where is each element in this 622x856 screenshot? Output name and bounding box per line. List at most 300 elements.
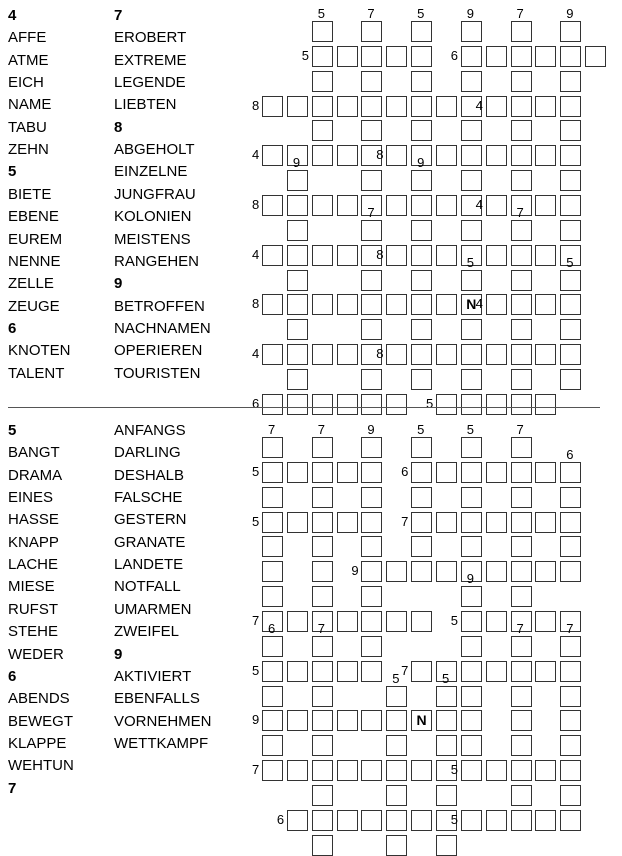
grid-cell[interactable] bbox=[312, 46, 333, 67]
grid-cell[interactable] bbox=[337, 46, 358, 67]
grid-cell[interactable] bbox=[312, 536, 333, 557]
grid-cell[interactable] bbox=[411, 611, 432, 632]
grid-cell[interactable] bbox=[361, 586, 382, 607]
word-length-heading: 8 bbox=[114, 118, 123, 136]
grid-cell[interactable] bbox=[361, 170, 382, 191]
grid-cell[interactable] bbox=[511, 561, 532, 582]
grid-cell[interactable] bbox=[560, 686, 581, 707]
grid-cell[interactable] bbox=[511, 170, 532, 191]
grid-cell[interactable] bbox=[411, 661, 432, 682]
grid-cell[interactable] bbox=[560, 220, 581, 241]
grid-cell[interactable] bbox=[411, 810, 432, 831]
grid-cell[interactable] bbox=[411, 220, 432, 241]
grid-cell[interactable] bbox=[312, 120, 333, 141]
grid-cell[interactable] bbox=[535, 561, 556, 582]
grid-cell[interactable] bbox=[535, 245, 556, 266]
grid-cell[interactable] bbox=[461, 487, 482, 508]
grid-cell[interactable] bbox=[337, 661, 358, 682]
grid-cell[interactable] bbox=[312, 835, 333, 856]
grid-cell[interactable] bbox=[486, 561, 507, 582]
grid-cell[interactable] bbox=[486, 760, 507, 781]
word-length-heading: 7 bbox=[114, 7, 123, 24]
grid-cell[interactable] bbox=[560, 487, 581, 508]
grid-cell[interactable] bbox=[312, 686, 333, 707]
grid-cell[interactable] bbox=[312, 437, 333, 458]
grid-cell[interactable] bbox=[386, 835, 407, 856]
grid-cell[interactable] bbox=[411, 760, 432, 781]
word-list-item: LEGENDE bbox=[114, 74, 186, 92]
grid-cell[interactable] bbox=[262, 561, 283, 582]
grid-cell[interactable] bbox=[511, 245, 532, 266]
grid-cell[interactable] bbox=[436, 735, 457, 756]
grid-cell[interactable] bbox=[361, 319, 382, 340]
grid-cell[interactable] bbox=[511, 536, 532, 557]
grid-cell[interactable] bbox=[262, 536, 283, 557]
grid-cell[interactable] bbox=[337, 294, 358, 315]
grid-cell[interactable] bbox=[386, 785, 407, 806]
grid-cell[interactable] bbox=[511, 344, 532, 365]
grid-cell[interactable] bbox=[337, 462, 358, 483]
grid-cell[interactable] bbox=[361, 369, 382, 390]
grid-cell[interactable] bbox=[411, 487, 432, 508]
grid-cell[interactable] bbox=[262, 760, 283, 781]
grid-cell[interactable] bbox=[560, 462, 581, 483]
across-length-label: 4 bbox=[252, 346, 260, 362]
down-length-label: 6 bbox=[268, 620, 276, 636]
grid-cell[interactable] bbox=[312, 71, 333, 92]
grid-cell[interactable] bbox=[511, 145, 532, 166]
grid-cell[interactable] bbox=[511, 96, 532, 117]
word-list-item: JUNGFRAU bbox=[114, 185, 196, 203]
word-list-item: KNAPP bbox=[8, 533, 59, 551]
word-list-item: ZEHN bbox=[8, 141, 49, 159]
grid-cell[interactable] bbox=[535, 462, 556, 483]
grid-cell[interactable] bbox=[560, 96, 581, 117]
grid-cell[interactable] bbox=[262, 686, 283, 707]
grid-cell[interactable] bbox=[486, 195, 507, 216]
grid-cell[interactable] bbox=[461, 611, 482, 632]
word-list-item: LACHE bbox=[8, 556, 59, 574]
grid-cell[interactable] bbox=[511, 661, 532, 682]
grid-cell[interactable] bbox=[262, 710, 283, 731]
grid-cell[interactable] bbox=[411, 270, 432, 291]
grid-cell[interactable] bbox=[312, 487, 333, 508]
grid-cell[interactable] bbox=[287, 810, 308, 831]
grid-cell[interactable] bbox=[411, 344, 432, 365]
grid-cell[interactable] bbox=[386, 195, 407, 216]
grid-cell[interactable] bbox=[511, 686, 532, 707]
grid-cell[interactable] bbox=[486, 462, 507, 483]
word-list-item: RANGEHEN bbox=[114, 252, 200, 270]
grid-cell[interactable] bbox=[535, 195, 556, 216]
word-list-item: TALENT bbox=[8, 364, 65, 382]
grid-cell[interactable] bbox=[361, 220, 382, 241]
grid-cell[interactable] bbox=[461, 636, 482, 657]
grid-cell[interactable] bbox=[262, 512, 283, 533]
down-length-label: 9 bbox=[417, 155, 425, 171]
grid-cell[interactable] bbox=[511, 270, 532, 291]
grid-cell[interactable] bbox=[386, 561, 407, 582]
grid-cell[interactable] bbox=[560, 810, 581, 831]
grid-cell[interactable] bbox=[312, 586, 333, 607]
grid-cell[interactable] bbox=[486, 661, 507, 682]
grid-cell[interactable] bbox=[262, 586, 283, 607]
grid-cell[interactable] bbox=[361, 21, 382, 42]
word-list-item: MEISTENS bbox=[114, 230, 191, 248]
grid-cell[interactable] bbox=[560, 536, 581, 557]
grid-cell[interactable] bbox=[535, 512, 556, 533]
grid-cell[interactable] bbox=[585, 46, 606, 67]
grid-cell[interactable] bbox=[560, 661, 581, 682]
grid-cell[interactable] bbox=[411, 170, 432, 191]
grid-cell[interactable] bbox=[486, 245, 507, 266]
grid-cell[interactable] bbox=[411, 71, 432, 92]
grid-cell[interactable] bbox=[361, 561, 382, 582]
grid-cell[interactable] bbox=[287, 195, 308, 216]
word-list-item: NAME bbox=[8, 96, 52, 114]
grid-cell[interactable] bbox=[386, 294, 407, 315]
grid-cell[interactable] bbox=[386, 96, 407, 117]
grid-cell[interactable] bbox=[511, 636, 532, 657]
grid-cell[interactable] bbox=[287, 760, 308, 781]
grid-cell[interactable] bbox=[361, 96, 382, 117]
grid-cell[interactable] bbox=[337, 96, 358, 117]
grid-cell[interactable] bbox=[436, 96, 457, 117]
grid-cell[interactable] bbox=[411, 462, 432, 483]
grid-cell[interactable] bbox=[411, 437, 432, 458]
grid-cell[interactable] bbox=[436, 344, 457, 365]
grid-cell[interactable] bbox=[287, 462, 308, 483]
grid-cell[interactable] bbox=[386, 710, 407, 731]
grid-cell[interactable] bbox=[511, 319, 532, 340]
grid-cell[interactable] bbox=[337, 145, 358, 166]
down-length-label: 7 bbox=[516, 620, 524, 636]
grid-cell[interactable] bbox=[511, 735, 532, 756]
grid-cell[interactable] bbox=[560, 636, 581, 657]
grid-cell[interactable] bbox=[560, 294, 581, 315]
grid-cell[interactable] bbox=[312, 21, 333, 42]
grid-cell[interactable] bbox=[535, 96, 556, 117]
grid-cell[interactable] bbox=[461, 536, 482, 557]
grid-cell[interactable] bbox=[560, 344, 581, 365]
grid-cell[interactable] bbox=[386, 145, 407, 166]
grid-cell[interactable] bbox=[436, 835, 457, 856]
word-list-item: UMARMEN bbox=[114, 600, 192, 618]
grid-cell[interactable] bbox=[511, 586, 532, 607]
grid-cell[interactable] bbox=[361, 760, 382, 781]
grid-cell[interactable] bbox=[287, 245, 308, 266]
grid-cell[interactable] bbox=[361, 487, 382, 508]
grid-cell[interactable] bbox=[461, 760, 482, 781]
grid-cell[interactable] bbox=[337, 195, 358, 216]
word-list-item: EICH bbox=[8, 74, 44, 92]
grid-cell[interactable] bbox=[411, 561, 432, 582]
grid-cell[interactable] bbox=[560, 710, 581, 731]
grid-cell[interactable] bbox=[461, 21, 482, 42]
grid-cell[interactable] bbox=[337, 710, 358, 731]
grid-cell[interactable] bbox=[287, 512, 308, 533]
grid-cell[interactable] bbox=[337, 611, 358, 632]
grid-cell[interactable] bbox=[287, 661, 308, 682]
grid-cell[interactable] bbox=[486, 145, 507, 166]
across-length-label: 4 bbox=[475, 97, 483, 113]
grid-cell[interactable] bbox=[337, 760, 358, 781]
grid-cell[interactable] bbox=[461, 120, 482, 141]
grid-cell[interactable] bbox=[287, 611, 308, 632]
grid-cell[interactable] bbox=[411, 369, 432, 390]
grid-cell[interactable] bbox=[361, 611, 382, 632]
grid-cell[interactable] bbox=[436, 195, 457, 216]
grid-cell[interactable] bbox=[511, 487, 532, 508]
grid-cell[interactable] bbox=[461, 512, 482, 533]
grid-cell[interactable] bbox=[436, 561, 457, 582]
grid-cell[interactable] bbox=[312, 195, 333, 216]
grid-cell[interactable] bbox=[312, 561, 333, 582]
grid-cell[interactable] bbox=[312, 96, 333, 117]
word-length-heading: 9 bbox=[114, 275, 123, 293]
grid-cell[interactable] bbox=[436, 785, 457, 806]
grid-cell[interactable] bbox=[386, 611, 407, 632]
grid-cell[interactable] bbox=[262, 735, 283, 756]
grid-cell[interactable] bbox=[560, 21, 581, 42]
grid-cell[interactable] bbox=[312, 294, 333, 315]
grid-cell[interactable] bbox=[312, 710, 333, 731]
word-list-item: OPERIEREN bbox=[114, 342, 203, 360]
down-length-label: 7 bbox=[268, 422, 276, 437]
grid-cell[interactable] bbox=[361, 46, 382, 67]
grid-cell[interactable] bbox=[560, 145, 581, 166]
grid-cell[interactable] bbox=[411, 319, 432, 340]
grid-cell[interactable] bbox=[461, 735, 482, 756]
grid-cell[interactable] bbox=[535, 661, 556, 682]
grid-cell[interactable] bbox=[511, 120, 532, 141]
grid-cell[interactable] bbox=[411, 536, 432, 557]
grid-cell[interactable] bbox=[386, 735, 407, 756]
grid-cell[interactable] bbox=[461, 319, 482, 340]
grid-cell[interactable] bbox=[262, 145, 283, 166]
grid-cell[interactable] bbox=[312, 462, 333, 483]
grid-cell[interactable] bbox=[337, 810, 358, 831]
grid-cell[interactable] bbox=[312, 810, 333, 831]
grid-cell[interactable] bbox=[461, 437, 482, 458]
grid-cell[interactable] bbox=[560, 512, 581, 533]
grid-cell[interactable] bbox=[312, 735, 333, 756]
grid-cell[interactable] bbox=[535, 344, 556, 365]
grid-cell[interactable] bbox=[535, 611, 556, 632]
word-list-item: ATME bbox=[8, 51, 49, 69]
grid-cell[interactable] bbox=[436, 294, 457, 315]
grid-cell[interactable] bbox=[461, 344, 482, 365]
word-list-item: LANDETE bbox=[114, 556, 184, 574]
grid-cell[interactable] bbox=[436, 512, 457, 533]
grid-cell[interactable] bbox=[461, 270, 482, 291]
grid-cell[interactable] bbox=[361, 120, 382, 141]
grid-cell[interactable] bbox=[337, 512, 358, 533]
grid-cell[interactable] bbox=[461, 462, 482, 483]
grid-cell[interactable] bbox=[411, 96, 432, 117]
grid-cell[interactable] bbox=[411, 46, 432, 67]
grid-cell[interactable] bbox=[312, 760, 333, 781]
grid-cell[interactable] bbox=[361, 536, 382, 557]
grid-cell[interactable] bbox=[560, 760, 581, 781]
down-length-label: 7 bbox=[516, 204, 524, 220]
grid-cell[interactable] bbox=[535, 46, 556, 67]
grid-cell[interactable] bbox=[486, 46, 507, 67]
grid-cell[interactable] bbox=[535, 145, 556, 166]
grid-cell[interactable] bbox=[461, 46, 482, 67]
grid-cell[interactable] bbox=[287, 220, 308, 241]
grid-cell[interactable] bbox=[486, 294, 507, 315]
grid-cell[interactable] bbox=[262, 636, 283, 657]
grid-cell[interactable] bbox=[312, 344, 333, 365]
grid-cell[interactable] bbox=[262, 661, 283, 682]
grid-cell[interactable] bbox=[287, 170, 308, 191]
grid-cell[interactable] bbox=[535, 294, 556, 315]
grid-cell[interactable] bbox=[560, 71, 581, 92]
grid-cell[interactable] bbox=[461, 71, 482, 92]
grid-cell[interactable] bbox=[461, 586, 482, 607]
grid-cell[interactable] bbox=[337, 245, 358, 266]
grid-cell[interactable] bbox=[511, 760, 532, 781]
grid-cell[interactable] bbox=[361, 71, 382, 92]
grid-cell[interactable] bbox=[262, 462, 283, 483]
grid-cell[interactable] bbox=[436, 145, 457, 166]
across-length-label: 5 bbox=[252, 662, 260, 678]
grid-cell[interactable] bbox=[511, 46, 532, 67]
grid-cell[interactable] bbox=[411, 21, 432, 42]
grid-cell[interactable] bbox=[386, 810, 407, 831]
grid-cell[interactable] bbox=[461, 810, 482, 831]
word-list-item: DARLING bbox=[114, 444, 181, 462]
grid-cell[interactable] bbox=[361, 512, 382, 533]
grid-cell[interactable] bbox=[486, 810, 507, 831]
word-length-heading: 6 bbox=[8, 667, 17, 685]
grid-cell[interactable] bbox=[560, 561, 581, 582]
grid-cell[interactable] bbox=[262, 195, 283, 216]
grid-cell[interactable] bbox=[461, 145, 482, 166]
grid-cell[interactable] bbox=[560, 319, 581, 340]
grid-cell[interactable] bbox=[312, 512, 333, 533]
grid-cell[interactable] bbox=[511, 785, 532, 806]
grid-cell[interactable] bbox=[436, 245, 457, 266]
grid-cell[interactable] bbox=[486, 96, 507, 117]
grid-cell[interactable] bbox=[560, 170, 581, 191]
grid-cell[interactable] bbox=[411, 294, 432, 315]
grid-cell[interactable] bbox=[287, 344, 308, 365]
puzzle-1 bbox=[0, 0, 622, 411]
grid-cell[interactable] bbox=[511, 294, 532, 315]
across-length-label: 5 bbox=[252, 463, 260, 479]
grid-cell[interactable] bbox=[436, 686, 457, 707]
word-list-item: DESHALB bbox=[114, 466, 185, 484]
grid-cell[interactable] bbox=[461, 220, 482, 241]
grid-cell[interactable] bbox=[386, 760, 407, 781]
across-length-label: 6 bbox=[252, 395, 260, 411]
grid-cell[interactable] bbox=[287, 710, 308, 731]
grid-cell[interactable] bbox=[262, 344, 283, 365]
grid-cell[interactable] bbox=[535, 810, 556, 831]
grid-cell[interactable] bbox=[486, 344, 507, 365]
grid-cell[interactable] bbox=[361, 270, 382, 291]
grid-cell[interactable] bbox=[411, 120, 432, 141]
grid-cell[interactable] bbox=[411, 245, 432, 266]
grid-cell[interactable] bbox=[361, 294, 382, 315]
grid-cell[interactable] bbox=[560, 195, 581, 216]
grid-cell[interactable] bbox=[461, 661, 482, 682]
grid-cell[interactable] bbox=[337, 344, 358, 365]
grid-cell[interactable] bbox=[560, 369, 581, 390]
given-letter-cell[interactable]: N bbox=[411, 710, 432, 731]
grid-cell[interactable] bbox=[287, 270, 308, 291]
grid-cell[interactable] bbox=[361, 636, 382, 657]
grid-cell[interactable] bbox=[361, 462, 382, 483]
grid-cell[interactable] bbox=[312, 245, 333, 266]
grid-cell[interactable] bbox=[511, 512, 532, 533]
grid-cell[interactable] bbox=[361, 710, 382, 731]
grid-cell[interactable] bbox=[361, 437, 382, 458]
grid-cell[interactable] bbox=[386, 686, 407, 707]
down-length-label: 5 bbox=[466, 422, 475, 437]
grid-cell[interactable] bbox=[312, 785, 333, 806]
grid-cell[interactable] bbox=[287, 294, 308, 315]
grid-cell[interactable] bbox=[386, 46, 407, 67]
grid-cell[interactable] bbox=[262, 437, 283, 458]
grid-cell[interactable] bbox=[560, 270, 581, 291]
grid-cell[interactable] bbox=[262, 294, 283, 315]
grid-cell[interactable] bbox=[312, 661, 333, 682]
grid-cell[interactable] bbox=[312, 636, 333, 657]
grid-cell[interactable] bbox=[262, 487, 283, 508]
grid-cell[interactable] bbox=[511, 369, 532, 390]
grid-cell[interactable] bbox=[560, 735, 581, 756]
grid-cell[interactable] bbox=[511, 21, 532, 42]
grid-cell[interactable] bbox=[386, 344, 407, 365]
grid-cell[interactable] bbox=[436, 462, 457, 483]
grid-cell[interactable] bbox=[511, 220, 532, 241]
grid-cell[interactable] bbox=[287, 369, 308, 390]
grid-cell[interactable] bbox=[511, 810, 532, 831]
grid-cell[interactable] bbox=[486, 611, 507, 632]
given-letter-cell[interactable]: N bbox=[461, 294, 482, 315]
grid-cell[interactable] bbox=[287, 319, 308, 340]
grid-cell[interactable] bbox=[486, 512, 507, 533]
grid-cell[interactable] bbox=[411, 195, 432, 216]
grid-cell[interactable] bbox=[511, 71, 532, 92]
grid-cell[interactable] bbox=[461, 369, 482, 390]
grid-cell[interactable] bbox=[511, 437, 532, 458]
grid-cell[interactable] bbox=[511, 710, 532, 731]
grid-cell[interactable] bbox=[511, 462, 532, 483]
grid-cell[interactable] bbox=[361, 810, 382, 831]
grid-cell[interactable] bbox=[461, 686, 482, 707]
across-length-label: 7 bbox=[252, 612, 260, 628]
grid-cell[interactable] bbox=[461, 710, 482, 731]
grid-cell[interactable] bbox=[411, 512, 432, 533]
grid-cell[interactable] bbox=[461, 170, 482, 191]
grid-cell[interactable] bbox=[312, 145, 333, 166]
grid-cell[interactable] bbox=[560, 785, 581, 806]
grid-cell[interactable] bbox=[535, 760, 556, 781]
grid-cell[interactable] bbox=[386, 245, 407, 266]
grid-cell[interactable] bbox=[287, 96, 308, 117]
grid-cell[interactable] bbox=[361, 661, 382, 682]
grid-cell[interactable] bbox=[560, 120, 581, 141]
grid-cell[interactable] bbox=[262, 245, 283, 266]
down-length-label: 9 bbox=[367, 422, 375, 437]
grid-cell[interactable] bbox=[560, 46, 581, 67]
grid-cell[interactable] bbox=[436, 710, 457, 731]
grid-cell[interactable] bbox=[262, 96, 283, 117]
